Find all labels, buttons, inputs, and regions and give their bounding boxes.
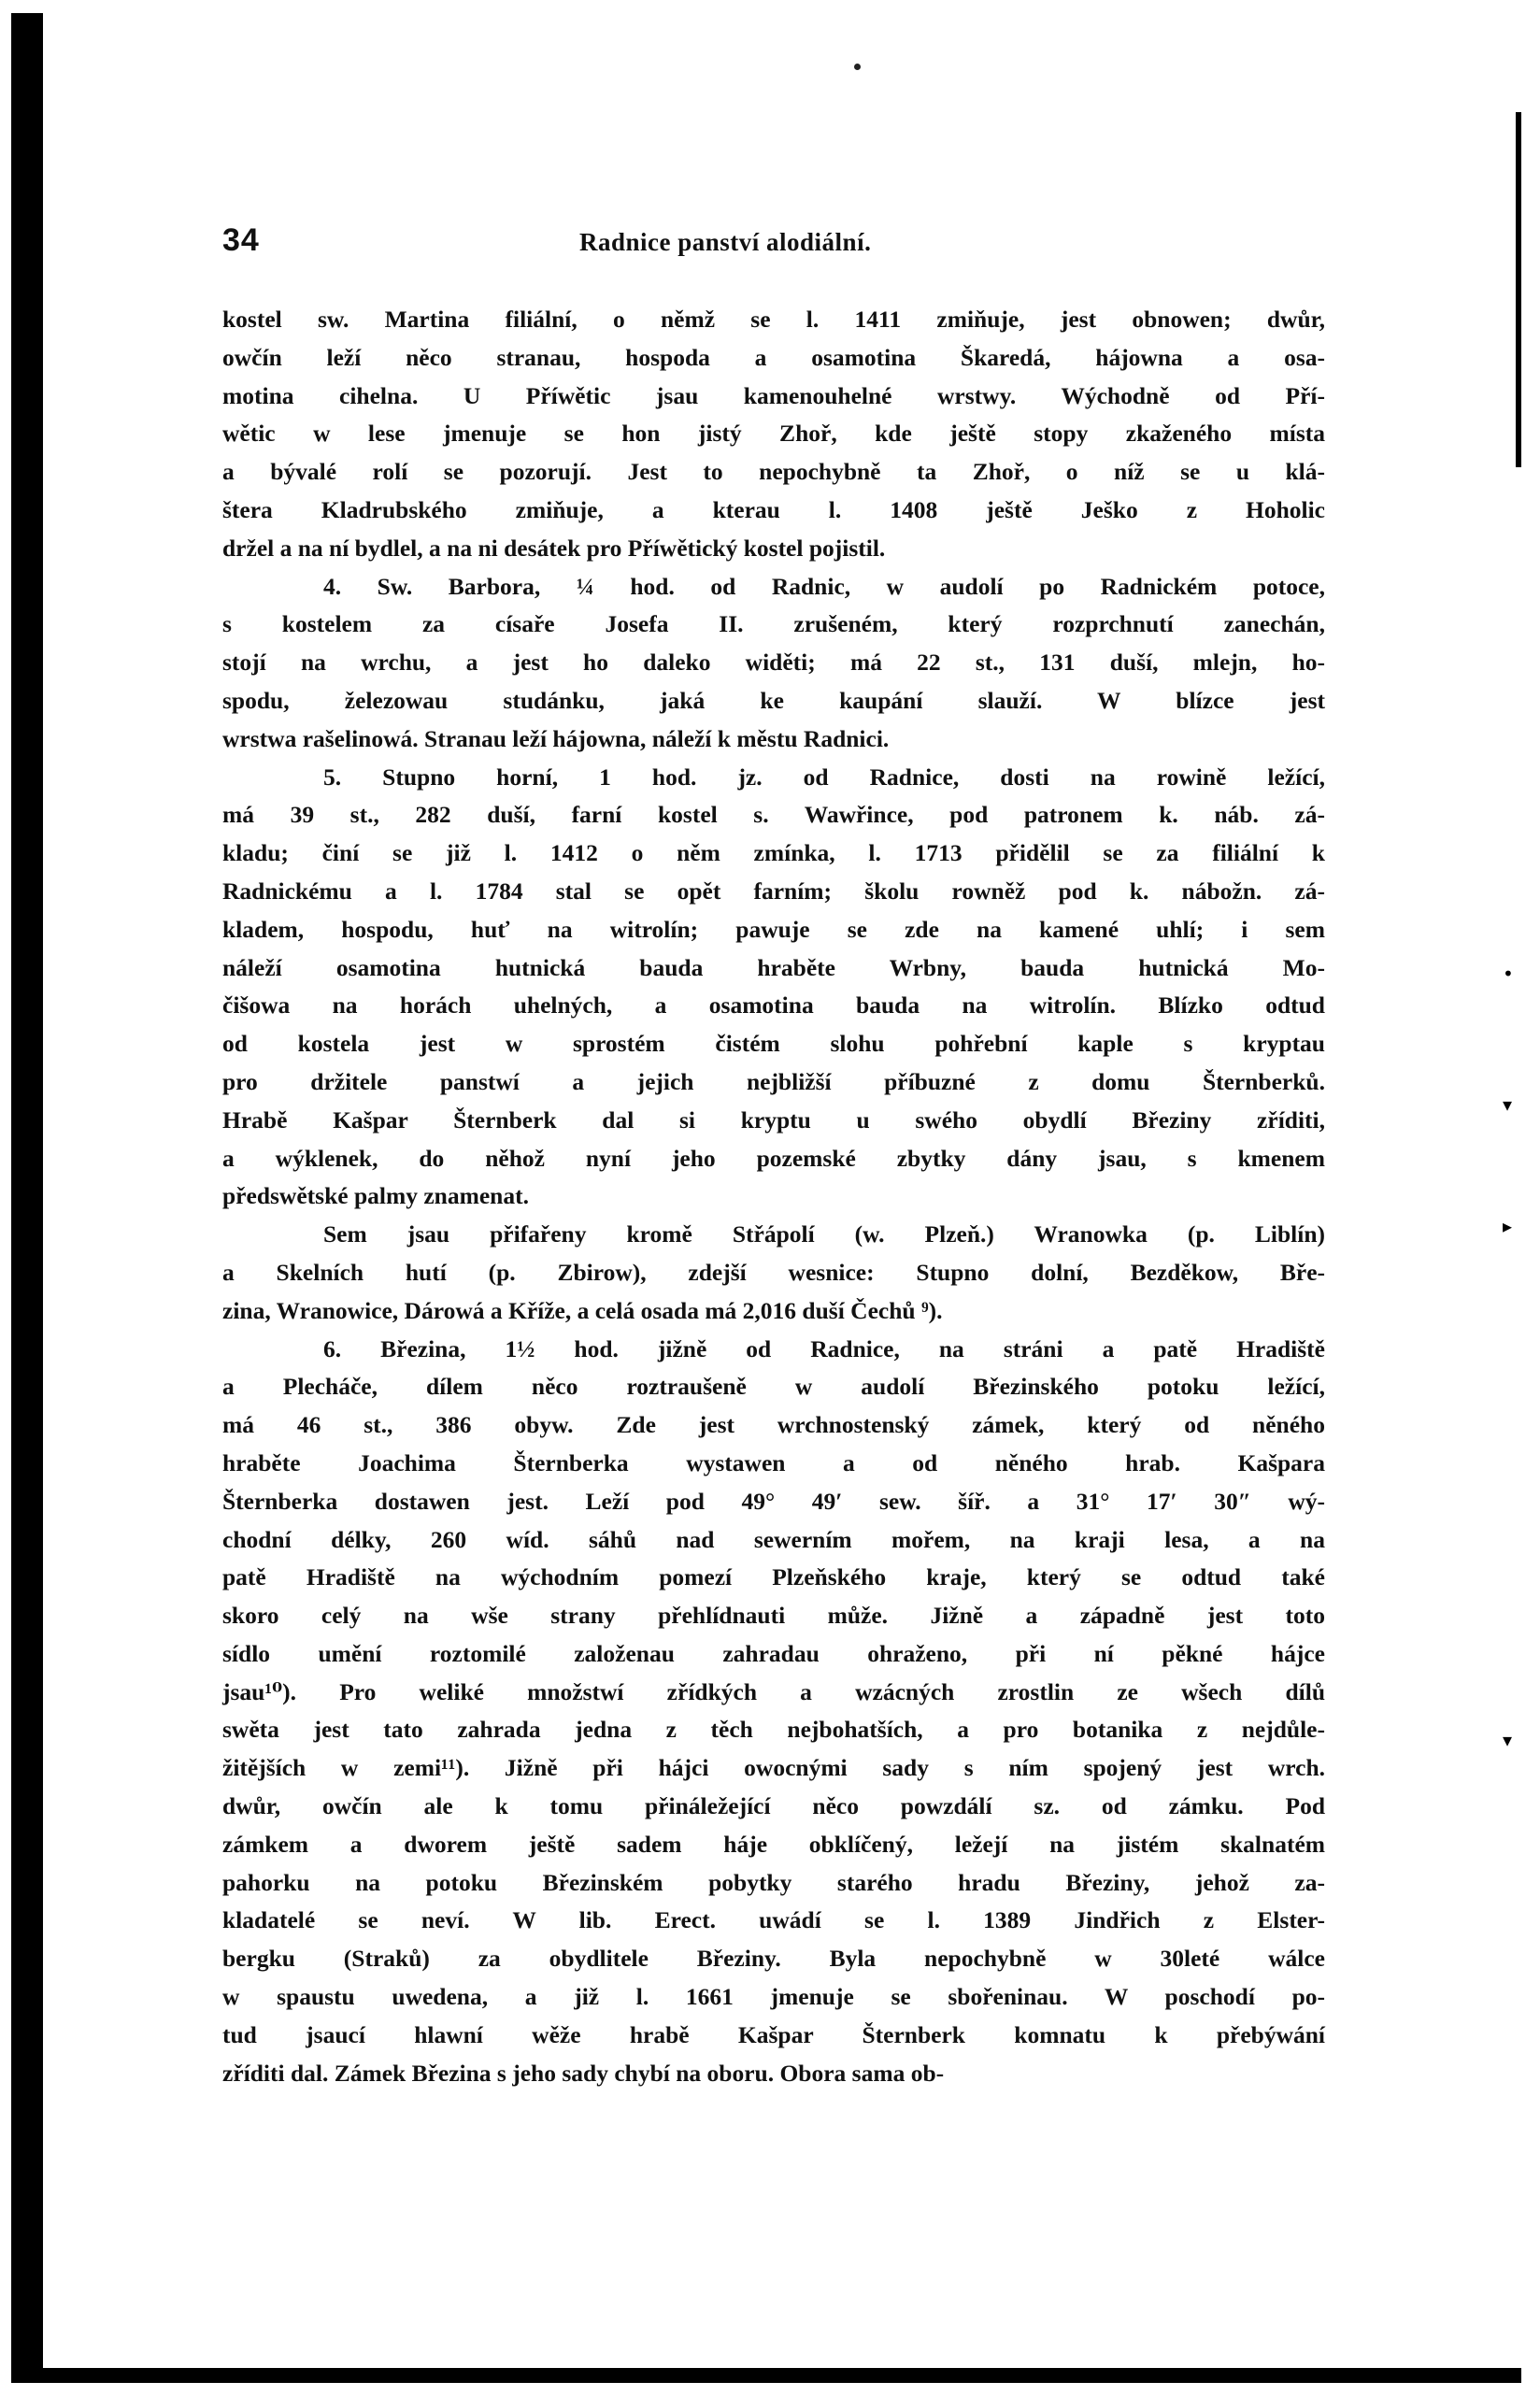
text-line: pro držitele panstwí a jejich nejbližší příbuzné z domu Šternberků.	[222, 1067, 1325, 1095]
text-line: zina, Wranowice, Dárowá a Kříže, a celá osada má 2,016 duší Čechů ⁹).	[222, 1296, 943, 1324]
text-line: zámkem a dworem ještě sadem háje obklíčený, ležejí na jistém skalnatém	[222, 1830, 1325, 1858]
text-line: kladem, hospodu, huť na witrolín; pawuje se zde na kamené uhlí; i sem	[222, 915, 1325, 943]
entry-heading-line: 5. Stupno horní, 1 hod. jz. od Radnice, dosti na rowině ležící,	[323, 763, 1325, 791]
edge-tick: ▸	[1503, 1215, 1513, 1237]
text-line: stojí na wrchu, a jest ho daleko widěti; má 22 st., 131 duší, mlejn, ho-	[222, 649, 1325, 677]
text-line: a Skelních hutí (p. Zbirow), zdejší wesnice: Stupno dolní, Bezděkow, Bře-	[222, 1258, 1325, 1286]
text-line: wětic w lese jmenuje se hon jistý Zhoř, kde ještě stopy zkaženého místa	[222, 420, 1325, 448]
text-line: má 39 st., 282 duší, farní kostel s. Wawřince, pod patronem k. náb. zá-	[222, 801, 1325, 829]
text-line: Radnickému a l. 1784 stal se opět farním; školu rowněž pod k. nábožn. zá-	[222, 877, 1325, 905]
text-line: swěta jest tato zahrada jedna z těch nejbohatších, a pro botanika z nejdůle-	[222, 1716, 1325, 1744]
text-line: předswětské palmy znamenat.	[222, 1182, 529, 1210]
text-line: sídlo umění roztomilé založenau zahradau ohraženo, při ní pěkné hájce	[222, 1639, 1325, 1667]
text-line: a wýklenek, do něhož nyní jeho pozemské zbytky dány jsau, s kmenem	[222, 1144, 1325, 1172]
text-line: spodu, železowau studánku, jaká ke kaupání slauží. W blízce jest	[222, 686, 1325, 714]
ink-speck	[854, 64, 861, 70]
text-line: od kostela jest w sprostém čistém slohu pohřební kaple s kryptau	[222, 1030, 1325, 1058]
text-line: chodní délky, 260 wíd. sáhů nad sewerním mořem, na kraji lesa, a na	[222, 1525, 1325, 1553]
text-line: kladu; činí se již l. 1412 o něm zmínka, l. 1713 přidělil se za filiální k	[222, 839, 1325, 867]
text-line: w spaustu uwedena, a již l. 1661 jmenuje se sbořeninau. W poschodí po-	[222, 1983, 1325, 2011]
text-line: owčín leží něco stranau, hospoda a osamotina Škaredá, hájowna a osa-	[222, 343, 1325, 371]
text-line: Šternberka dostawen jest. Leží pod 49° 49′ sew. šíř. a 31° 17′ 30″ wý-	[222, 1487, 1325, 1515]
text-line: a bývalé rolí se pozorují. Jest to nepochybně ta Zhoř, o níž se u klá-	[222, 458, 1325, 486]
text-line: motina cihelna. U Příwětic jsau kamenouhelné wrstwy. Wýchodně od Pří-	[222, 381, 1325, 409]
text-line: držel a na ní bydlel, a na ni desátek pro Příwětický kostel pojistil.	[222, 534, 886, 562]
text-line: a Plecháče, dílem něco roztraušeně w audolí Březinského potoku ležící,	[222, 1373, 1325, 1401]
text-line: kostel sw. Martina filiální, o němž se l. 1411 zmiňuje, jest obnowen; dwůr,	[222, 306, 1325, 333]
text-line: štera Kladrubského zmiňuje, a kterau l. 1408 ještě Ješko z Hoholic	[222, 495, 1325, 523]
text-line: má 46 st., 386 obyw. Zde jest wrchnostenský zámek, který od něného	[222, 1411, 1325, 1439]
running-header	[222, 222, 1325, 260]
text-line: s kostelem za císaře Josefa II. zrušeném, který rozprchnutí zanechán,	[222, 610, 1325, 638]
entry-heading-line: 6. Březina, 1½ hod. jižně od Radnice, na stráni a patě Hradiště	[323, 1334, 1325, 1362]
text-line: skoro celý na wše strany přehlídnauti může. Jižně a západně jest toto	[222, 1602, 1325, 1630]
edge-tick: ▾	[1503, 1093, 1513, 1116]
running-title: Radnice panství alodiální.	[579, 228, 872, 256]
text-body	[222, 301, 1325, 2092]
text-line: patě Hradiště na wýchodním pomezí Plzeňského kraje, který se odtud také	[222, 1563, 1325, 1591]
text-line: náleží osamotina hutnická bauda hraběte Wrbny, bauda hutnická Mo-	[222, 953, 1325, 981]
text-line: hraběte Joachima Šternberka wystawen a od něného hrab. Kašpara	[222, 1448, 1325, 1476]
entry-heading-line: 4. Sw. Barbora, ¼ hod. od Radnic, w audolí po Radnickém potoce,	[323, 572, 1325, 600]
text-line: kladatelé se neví. W lib. Erect. uwádí se l. 1389 Jindřich z Elster-	[222, 1906, 1325, 1934]
edge-tick: ▾	[1503, 1729, 1513, 1751]
text-line: jsau¹⁰). Pro weliké množstwí zřídkých a wzácných zrostlin ze wšech dílů	[222, 1677, 1325, 1705]
text-line: Hrabě Kašpar Šternberk dal si kryptu u swého obydlí Březiny zříditi,	[222, 1105, 1325, 1134]
text-line: wrstwa rašelinowá. Stranau leží hájowna, náleží k městu Radnici.	[222, 724, 890, 752]
text-line: žitějších w zemi¹¹). Jižně při hájci owocnými sady s ním spojený jest wrch.	[222, 1754, 1325, 1782]
edge-mark	[1516, 112, 1521, 467]
edge-tick: •	[1503, 963, 1514, 985]
text-line: dwůr, owčín ale k tomu přináležející něco powzdálí sz. od zámku. Pod	[222, 1792, 1325, 1820]
text-line: Sem jsau přifařeny kromě Střápolí (w. Plzeň.) Wranowka (p. Liblín)	[323, 1220, 1325, 1248]
page-number: 34	[222, 222, 260, 258]
text-line: bergku (Straků) za obydlitele Březiny. Byla nepochybně w 30leté wálce	[222, 1945, 1325, 1973]
text-line: zříditi dal. Zámek Březina s jeho sady chybí na oboru. Obora sama ob-	[222, 2059, 945, 2087]
text-line: čišowa na horách uhelných, a osamotina bauda na witrolín. Blízko odtud	[222, 991, 1325, 1020]
text-line: pahorku na potoku Březinském pobytky starého hradu Březiny, jehož za-	[222, 1868, 1325, 1896]
text-line: tud jsaucí hlawní wěže hrabě Kašpar Šternberk komnatu k přebýwání	[222, 2020, 1325, 2048]
